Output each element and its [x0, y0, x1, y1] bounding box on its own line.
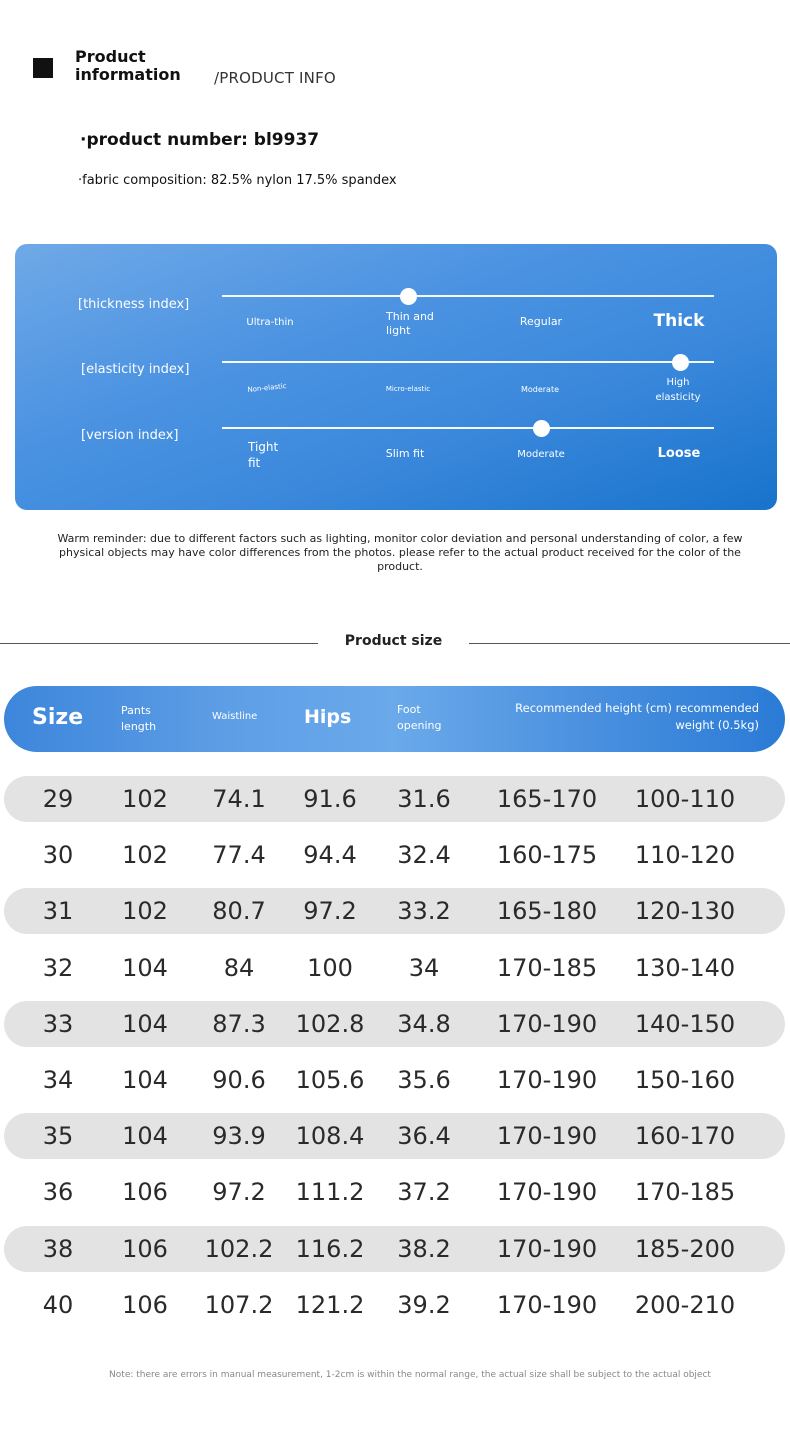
thickness-option: Regular [519, 315, 563, 328]
cell-waistline: 90.6 [212, 1066, 266, 1094]
product-number: ·product number: bl9937 [80, 130, 320, 150]
cell-pants-length: 104 [122, 1122, 168, 1151]
measurement-note: Note: there are errors in manual measurement, 1-2cm is within the normal range, the actual size shall be subject to the actual object [109, 1370, 711, 1380]
cell-height: 170-190 [496, 1290, 598, 1319]
cell-foot-opening: 31.6 [397, 785, 451, 813]
version-index-label: [version index] [81, 428, 179, 443]
cell-weight: 100-110 [634, 785, 736, 813]
cell-weight: 110-120 [634, 841, 736, 870]
cell-size: 29 [42, 785, 74, 813]
version-track [222, 427, 714, 429]
cell-height: 165-170 [496, 785, 598, 813]
elasticity-track [222, 361, 714, 363]
cell-pants-length: 104 [122, 953, 168, 982]
cell-waistline: 107.2 [204, 1290, 274, 1319]
cell-hips: 94.4 [303, 841, 357, 870]
cell-size: 32 [42, 953, 74, 982]
cell-weight: 200-210 [634, 1290, 736, 1319]
table-row [4, 888, 785, 934]
cell-height: 170-190 [496, 1122, 598, 1151]
table-row [4, 945, 785, 991]
thickness-indicator [400, 288, 417, 305]
cell-hips: 121.2 [295, 1290, 365, 1319]
cell-weight: 140-150 [634, 1009, 736, 1038]
cell-height: 170-190 [496, 1066, 598, 1094]
cell-waistline: 87.3 [212, 1009, 266, 1038]
version-option: Loose [657, 446, 701, 461]
cell-size: 38 [42, 1234, 74, 1263]
cell-size: 35 [42, 1122, 74, 1151]
elasticity-option: Moderate [520, 385, 560, 394]
cell-height: 160-175 [496, 841, 598, 870]
color-reminder: Warm reminder: due to different factors such as lighting, monitor color deviation and personal understanding of color, a few physical objects may have color differences from the photos. please refer to the actual product received for the color of the product. [57, 532, 743, 573]
cell-foot-opening: 39.2 [397, 1290, 451, 1319]
column-header-size: Size [32, 705, 84, 730]
cell-waistline: 77.4 [212, 841, 266, 870]
cell-hips: 105.6 [295, 1066, 365, 1094]
index-card [15, 244, 777, 510]
cell-foot-opening: 34 [408, 953, 440, 982]
cell-hips: 97.2 [303, 897, 357, 926]
cell-pants-length: 106 [122, 1178, 168, 1207]
table-row [4, 1057, 785, 1103]
version-option: Tight fit [248, 440, 279, 470]
cell-size: 33 [42, 1009, 74, 1038]
column-header-foot-opening: Foot opening [397, 703, 442, 732]
thickness-option: Thin and light [386, 310, 434, 337]
table-row [4, 1169, 785, 1215]
section-title: Product information [75, 47, 181, 84]
cell-waistline: 102.2 [204, 1234, 274, 1263]
elasticity-index-label: [elasticity index] [81, 362, 190, 377]
cell-foot-opening: 38.2 [397, 1234, 451, 1263]
cell-waistline: 80.7 [212, 897, 266, 926]
cell-pants-length: 104 [122, 1009, 168, 1038]
version-indicator [533, 420, 550, 437]
table-row [4, 1001, 785, 1047]
cell-hips: 91.6 [303, 785, 357, 813]
cell-waistline: 74.1 [212, 785, 266, 813]
column-header-waistline: Waistline [212, 711, 258, 722]
size-section-title: Product size [344, 633, 443, 649]
thickness-index-label: [thickness index] [78, 297, 190, 312]
cell-size: 30 [42, 841, 74, 870]
column-header-pants-length: Pants length [121, 704, 157, 733]
divider-left [0, 643, 318, 644]
cell-pants-length: 104 [122, 1066, 168, 1094]
cell-waistline: 93.9 [212, 1122, 266, 1151]
cell-foot-opening: 36.4 [397, 1122, 451, 1151]
fabric-composition: ·fabric composition: 82.5% nylon 17.5% spandex [78, 173, 397, 188]
cell-hips: 108.4 [295, 1122, 365, 1151]
table-row [4, 776, 785, 822]
cell-waistline: 84 [223, 953, 255, 982]
column-header-hips: Hips [304, 706, 352, 728]
thickness-option: Ultra-thin [246, 317, 294, 328]
cell-height: 170-190 [496, 1234, 598, 1263]
section-subtitle: /PRODUCT INFO [214, 69, 336, 87]
cell-weight: 170-185 [634, 1178, 736, 1207]
cell-foot-opening: 33.2 [397, 897, 451, 926]
cell-size: 34 [42, 1066, 74, 1094]
elasticity-option: Non-elastic [247, 381, 287, 395]
cell-pants-length: 106 [122, 1234, 168, 1263]
cell-weight: 120-130 [634, 897, 736, 926]
version-option: Moderate [517, 449, 565, 460]
divider-right [469, 643, 790, 644]
elasticity-option: High elasticity [655, 377, 701, 403]
cell-weight: 185-200 [634, 1234, 736, 1263]
thickness-track [222, 295, 714, 297]
cell-hips: 100 [307, 953, 353, 982]
cell-size: 36 [42, 1178, 74, 1207]
cell-hips: 116.2 [295, 1234, 365, 1263]
cell-foot-opening: 37.2 [397, 1178, 451, 1207]
cell-foot-opening: 32.4 [397, 841, 451, 870]
cell-pants-length: 102 [122, 897, 168, 926]
cell-pants-length: 102 [122, 841, 168, 870]
section-marker [33, 58, 53, 78]
table-row [4, 832, 785, 878]
cell-height: 170-185 [496, 953, 598, 982]
cell-height: 170-190 [496, 1009, 598, 1038]
cell-weight: 130-140 [634, 953, 736, 982]
elasticity-indicator [672, 354, 689, 371]
cell-hips: 111.2 [295, 1178, 365, 1207]
cell-foot-opening: 35.6 [397, 1066, 451, 1094]
cell-foot-opening: 34.8 [397, 1009, 451, 1038]
cell-hips: 102.8 [295, 1009, 365, 1038]
cell-height: 170-190 [496, 1178, 598, 1207]
cell-size: 40 [42, 1290, 74, 1319]
table-row [4, 1226, 785, 1272]
cell-weight: 150-160 [634, 1066, 736, 1094]
cell-height: 165-180 [496, 897, 598, 926]
cell-pants-length: 106 [122, 1290, 168, 1319]
cell-weight: 160-170 [634, 1122, 736, 1151]
table-row [4, 1282, 785, 1328]
table-row [4, 1113, 785, 1159]
elasticity-option: Micro-elastic [385, 385, 431, 393]
cell-pants-length: 102 [122, 785, 168, 813]
cell-waistline: 97.2 [212, 1178, 266, 1207]
thickness-option: Thick [653, 311, 705, 331]
column-header-recommendation: Recommended height (cm) recommended weight (0.5kg) [515, 701, 759, 732]
cell-size: 31 [42, 897, 74, 926]
size-table-header [4, 686, 785, 752]
version-option: Slim fit [385, 447, 425, 460]
